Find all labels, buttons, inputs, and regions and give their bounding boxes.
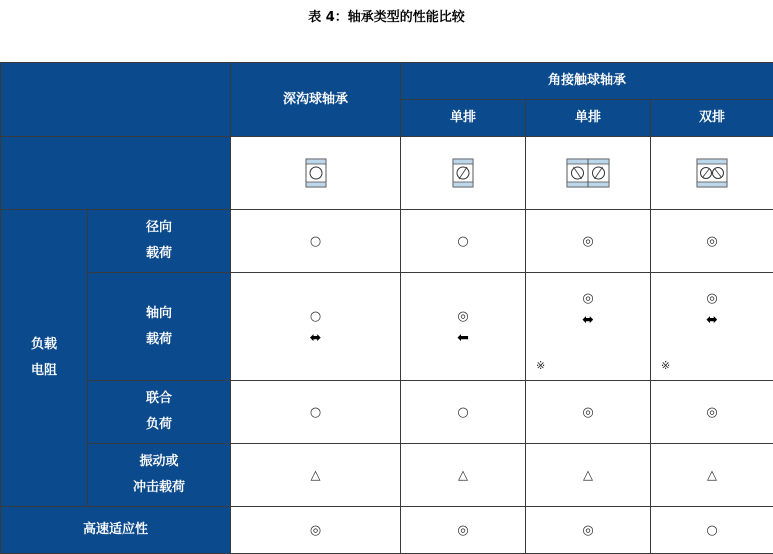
radial-load-label xyxy=(88,210,231,273)
axial-angular-double xyxy=(651,273,773,381)
speed-angular-double: ○ xyxy=(651,507,773,554)
radial-label-line-1: 径向 xyxy=(146,220,172,235)
header-angular-contact: 角接触球轴承 xyxy=(401,63,773,100)
radial-angular-single: ○ xyxy=(401,210,526,273)
radial-angular-pair: ◎ xyxy=(526,210,651,273)
vibration-angular-double: △ xyxy=(651,444,773,507)
combined-angular-double: ◎ xyxy=(651,381,773,444)
high-speed-label: 高速适应性 xyxy=(1,507,231,554)
header-single-row-2: 单排 xyxy=(526,100,651,137)
speed-angular-pair: ◎ xyxy=(526,507,651,554)
axial-rating: ◎ xyxy=(651,274,773,308)
bearing-image-angular-single xyxy=(401,137,526,210)
axial-label-line-2: 载荷 xyxy=(146,332,172,347)
axial-rating: ◎ xyxy=(401,308,525,326)
header-deep-groove: 深沟球轴承 xyxy=(231,63,401,137)
combined-label-line-1: 联合 xyxy=(146,391,172,406)
radial-label-line-2: 载荷 xyxy=(146,246,172,261)
vibration-angular-pair: △ xyxy=(526,444,651,507)
load-group-line-2: 电阻 xyxy=(31,363,57,378)
combined-angular-single: ○ xyxy=(401,381,526,444)
angular-contact-single-icon xyxy=(452,158,474,188)
load-resistance-group-label xyxy=(1,210,88,507)
vibration-load-label xyxy=(88,444,231,507)
deep-groove-bearing-icon xyxy=(305,158,327,188)
double-arrow-icon: ⬌ xyxy=(526,312,650,328)
axial-angular-pair xyxy=(526,273,651,381)
double-arrow-icon: ⬌ xyxy=(231,330,400,346)
image-row-label xyxy=(1,137,231,210)
axial-load-label xyxy=(88,273,231,381)
vibration-label-line-2: 冲击载荷 xyxy=(133,480,185,495)
bearing-image-angular-pair xyxy=(526,137,651,210)
axial-rating: ○ xyxy=(231,308,400,326)
radial-angular-double: ◎ xyxy=(651,210,773,273)
header-single-row-1: 单排 xyxy=(401,100,526,137)
combined-angular-pair: ◎ xyxy=(526,381,651,444)
speed-deep-groove: ◎ xyxy=(231,507,401,554)
table-caption: 表 4：轴承类型的性能比较 xyxy=(0,6,773,25)
header-double-row: 双排 xyxy=(651,100,773,137)
bearing-image-angular-double xyxy=(651,137,773,210)
left-arrow-icon: ⬅ xyxy=(401,330,525,346)
axial-label-line-1: 轴向 xyxy=(146,306,172,321)
angular-contact-double-icon xyxy=(696,158,728,188)
header-corner xyxy=(1,63,231,137)
radial-deep-groove: ○ xyxy=(231,210,401,273)
vibration-label-line-1: 振动或 xyxy=(139,454,178,469)
combined-label-line-2: 负荷 xyxy=(146,417,172,432)
vibration-angular-single: △ xyxy=(401,444,526,507)
axial-angular-single xyxy=(401,273,526,381)
note-mark: ※ xyxy=(661,359,670,372)
combined-deep-groove: ○ xyxy=(231,381,401,444)
axial-rating: ◎ xyxy=(526,274,650,308)
double-arrow-icon: ⬌ xyxy=(651,312,773,328)
bearing-comparison-table xyxy=(0,62,773,554)
axial-deep-groove xyxy=(231,273,401,381)
note-mark: ※ xyxy=(536,359,545,372)
angular-contact-pair-icon xyxy=(566,158,610,188)
vibration-deep-groove: △ xyxy=(231,444,401,507)
bearing-image-deep-groove xyxy=(231,137,401,210)
load-group-line-1: 负载 xyxy=(31,337,57,352)
speed-angular-single: ◎ xyxy=(401,507,526,554)
combined-load-label xyxy=(88,381,231,444)
